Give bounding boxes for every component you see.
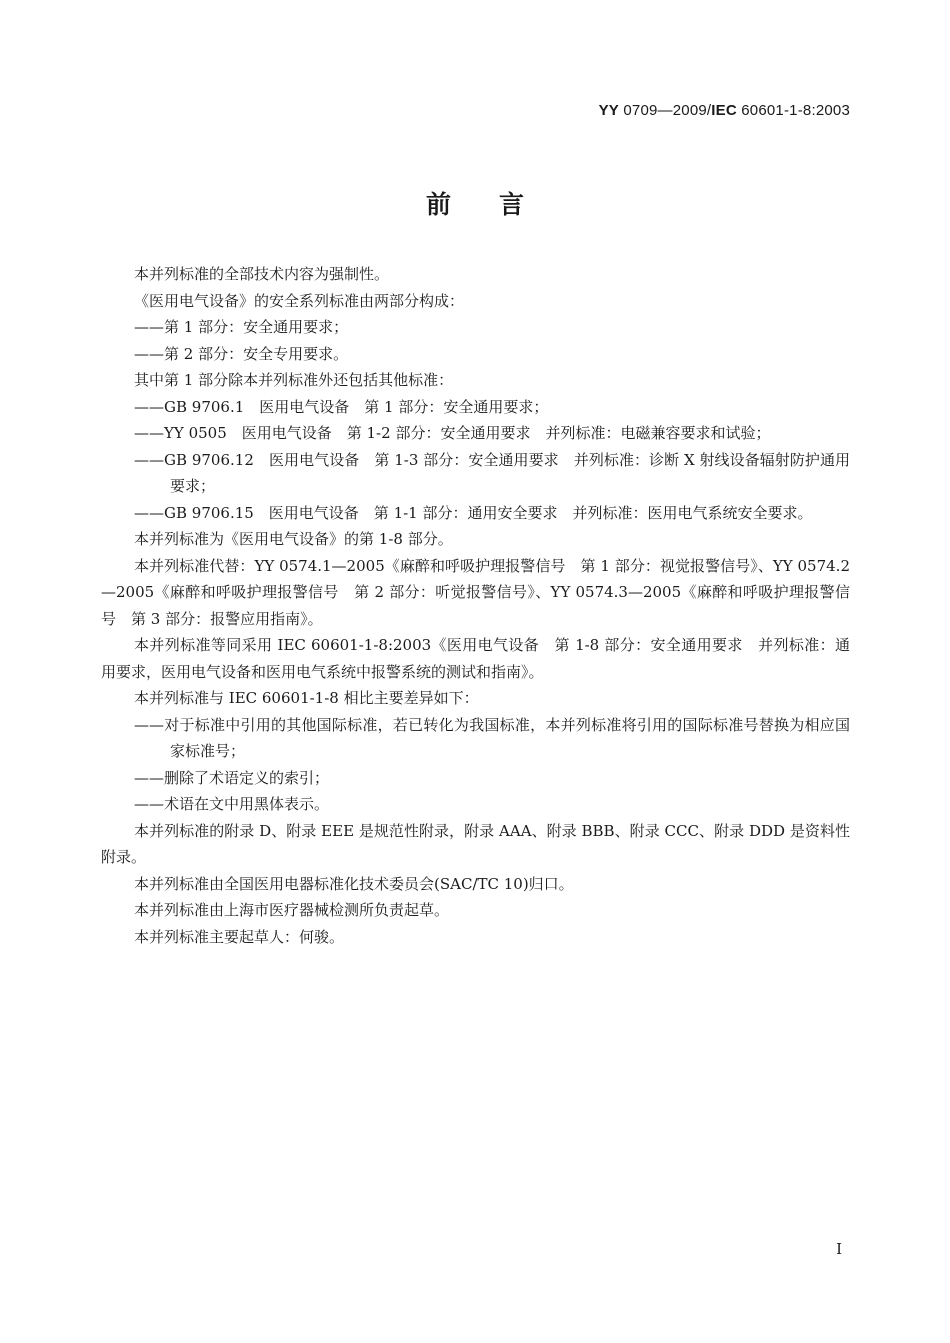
paragraph: 本并列标准的附录 D、附录 EEE 是规范性附录，附录 AAA、附录 BBB、附录 CCC、附录 DDD 是资料性附录。 xyxy=(101,821,850,866)
standard-number: 0709—2009/ xyxy=(623,102,712,119)
paragraph: 《医用电气设备》的安全系列标准由两部分构成： xyxy=(134,291,465,310)
paragraph: 本并列标准与 IEC 60601-1-8 相比主要差异如下： xyxy=(134,689,479,707)
standard-number-header xyxy=(599,102,850,119)
iec-number: 60601-1-8:2003 xyxy=(741,102,850,119)
list-item: ——术语在文中用黑体表示。 xyxy=(134,795,330,813)
paragraph: 本并列标准等同采用 IEC 60601-1-8:2003《医用电气设备 第 1-8 部分：安全通用要求 并列标准：通用要求，医用电气设备和医用电气系统中报警系统的测试和指南》。 xyxy=(101,636,850,681)
foreword-body xyxy=(101,261,850,950)
list-item: ——删除了术语定义的索引； xyxy=(134,768,330,787)
paragraph: 其中第 1 部分除本并列标准外还包括其他标准： xyxy=(134,371,454,389)
paragraph: 本并列标准的全部技术内容为强制性。 xyxy=(134,265,390,283)
paragraph: 本并列标准为《医用电气设备》的第 1-8 部分。 xyxy=(134,530,453,548)
paragraph: 本并列标准代替：YY 0574.1—2005《麻醉和呼吸护理报警信号 第 1 部分：视觉报警信号》、YY 0574.2—2005《麻醉和呼吸护理报警信号 第 2 部分：听觉报警信号》、YY 0574.3—2005《麻醉和呼吸护理报警信号 第 3 部分：报警应用指南》。 xyxy=(101,556,850,628)
paragraph: 本并列标准由上海市医疗器械检测所负责起草。 xyxy=(134,901,450,919)
list-item: ——第 2 部分：安全专用要求。 xyxy=(134,344,349,363)
paragraph: 本并列标准由全国医用电器标准化技术委员会(SAC/TC 10)归口。 xyxy=(134,874,574,893)
list-item: ——YY 0505 医用电气设备 第 1-2 部分：安全通用要求 并列标准：电磁兼容要求和试验； xyxy=(134,424,771,442)
list-item: ——对于标准中引用的其他国际标准，若已转化为我国标准，本并列标准将引用的国际标准号替换为相应国家标准号； xyxy=(134,715,850,760)
list-item: ——第 1 部分：安全通用要求； xyxy=(134,318,349,336)
list-item: ——GB 9706.1 医用电气设备 第 1 部分：安全通用要求； xyxy=(134,397,549,416)
standard-prefix: YY xyxy=(598,102,619,119)
page-number: I xyxy=(836,1240,842,1258)
list-item: ——GB 9706.12 医用电气设备 第 1-3 部分：安全通用要求 并列标准：诊断 X 射线设备辐射防护通用要求； xyxy=(134,450,850,495)
paragraph: 本并列标准主要起草人：何骏。 xyxy=(134,927,345,946)
list-item: ——GB 9706.15 医用电气设备 第 1-1 部分：通用安全要求 并列标准：医用电气系统安全要求。 xyxy=(134,503,813,522)
iec-prefix: IEC xyxy=(711,102,737,119)
page-title: 前言 xyxy=(425,190,572,219)
